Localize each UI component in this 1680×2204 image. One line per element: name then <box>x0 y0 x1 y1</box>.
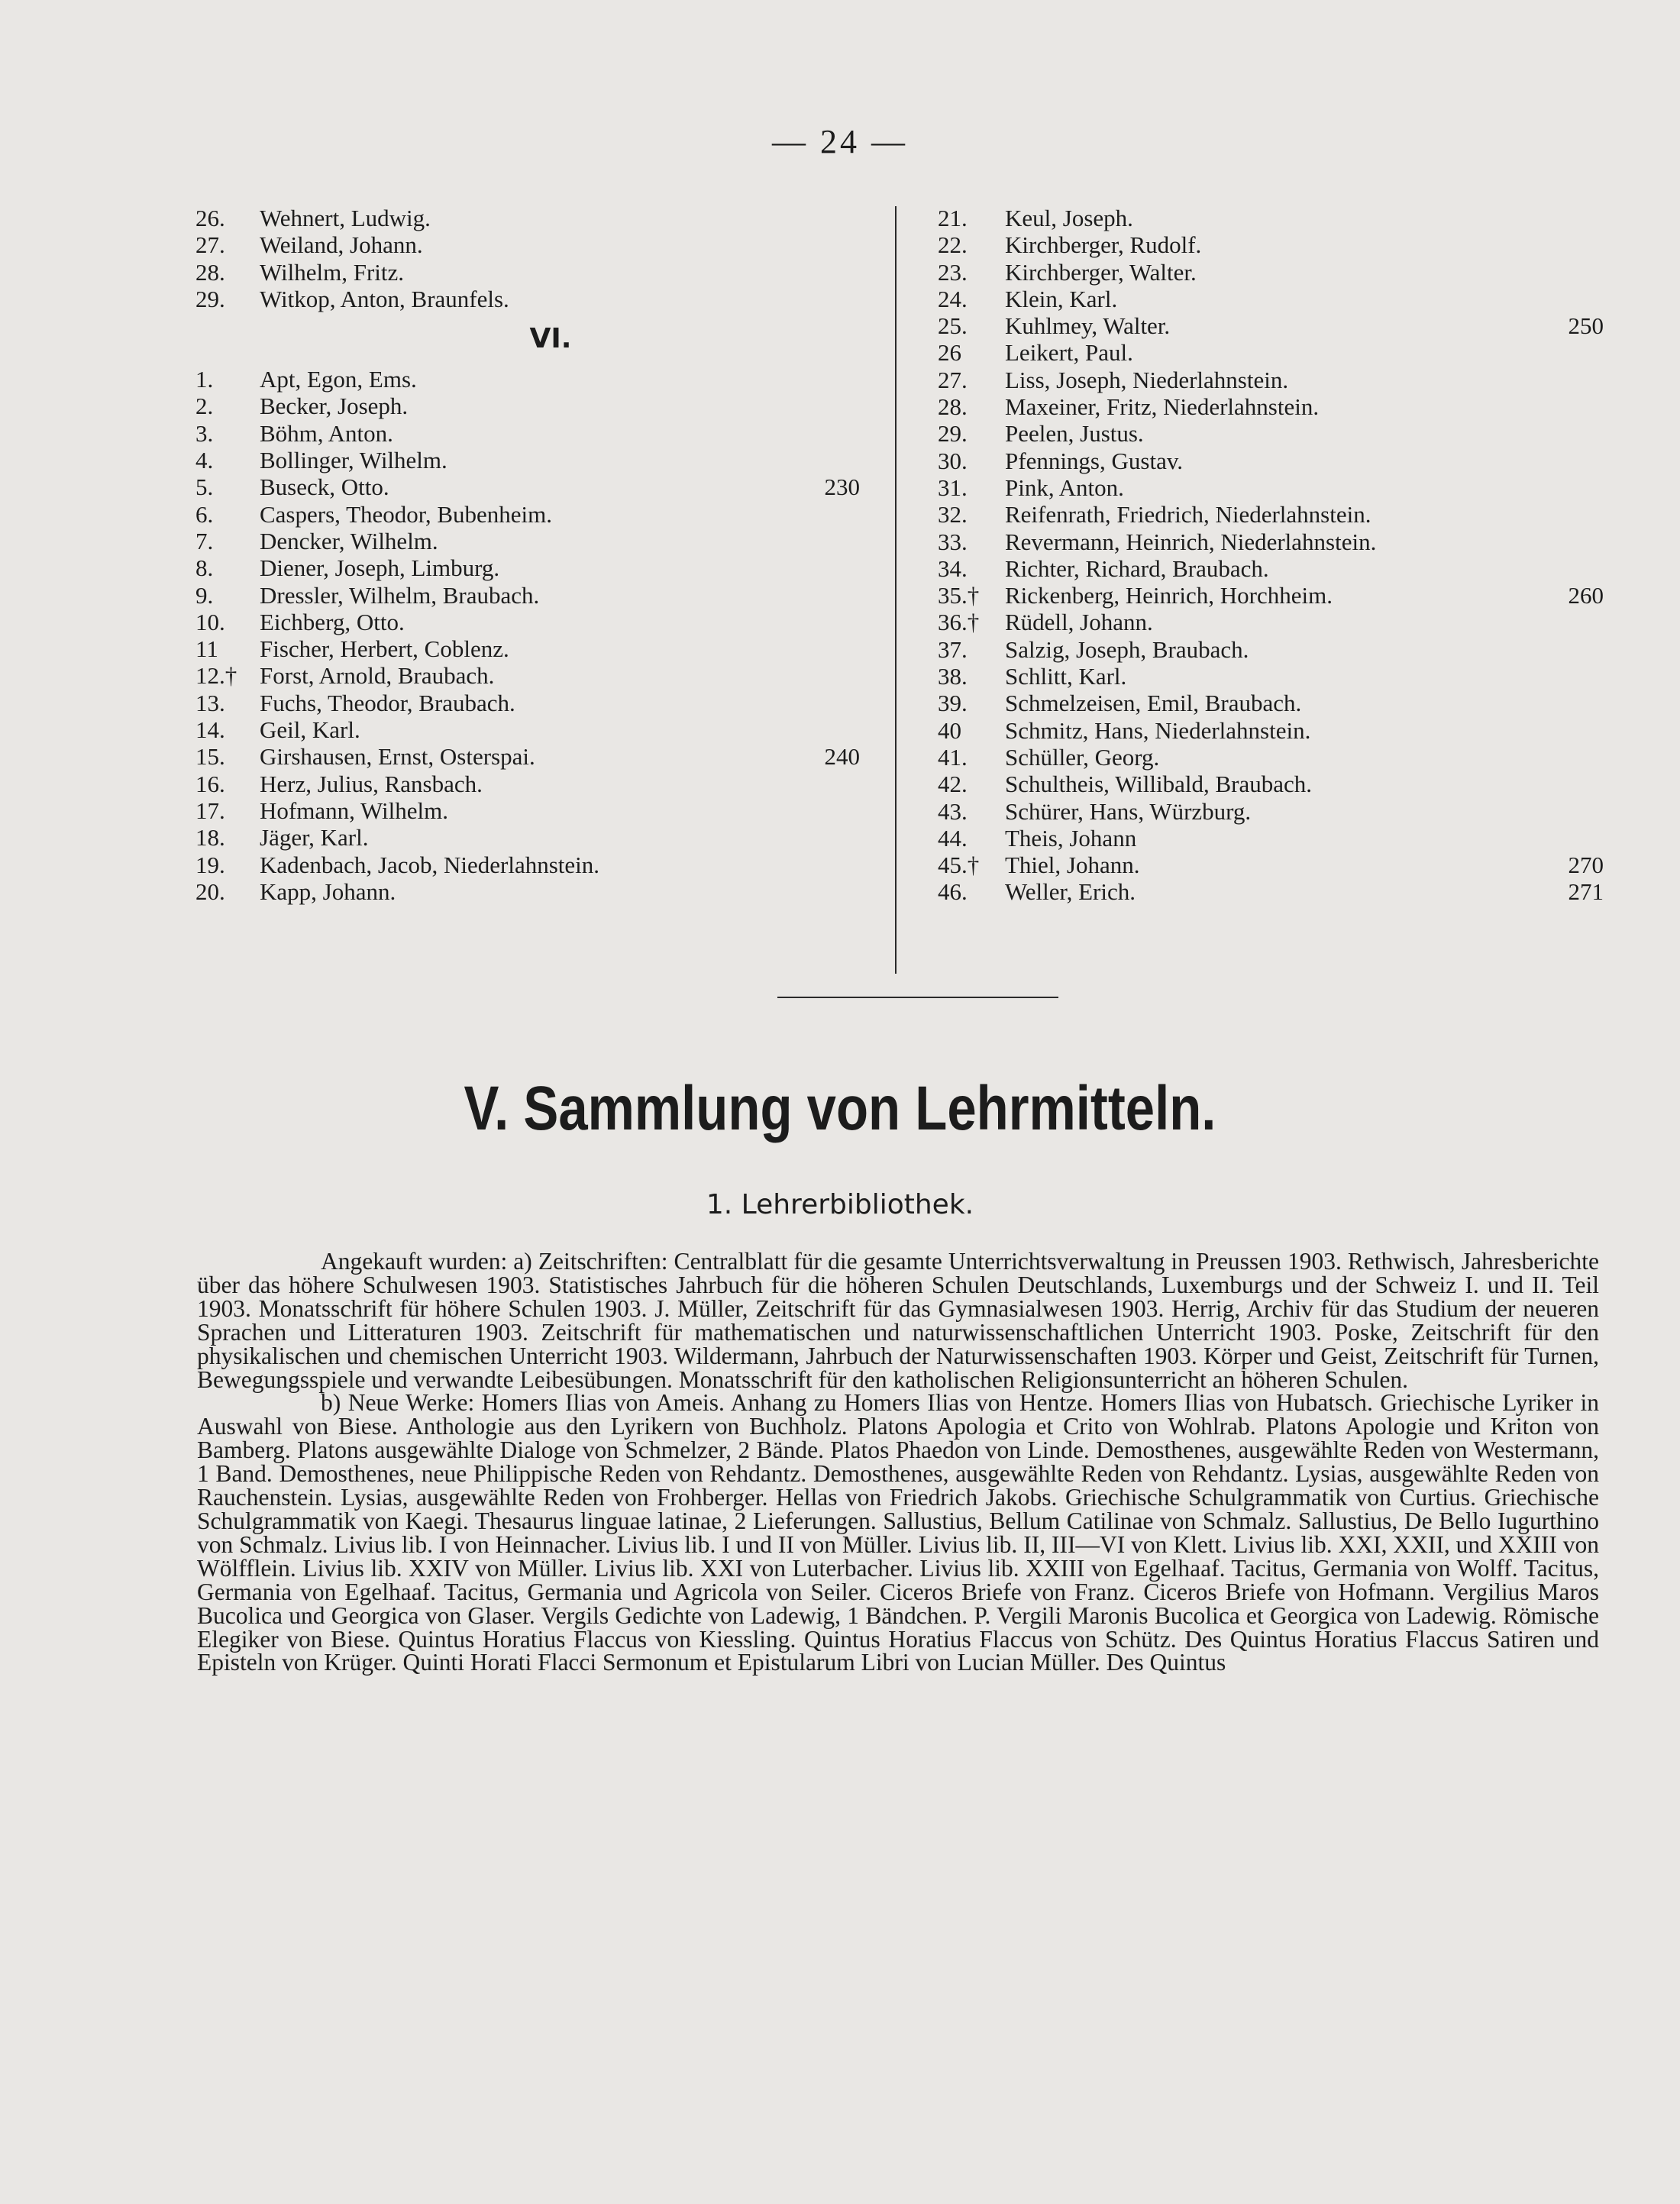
list-item <box>195 286 860 312</box>
item-number: 16. <box>195 770 225 797</box>
list-item <box>938 663 1604 690</box>
list-item <box>195 743 860 770</box>
student-name: Bollinger, Wilhelm. <box>260 447 447 474</box>
item-number: 27. <box>195 231 225 259</box>
item-number: 44. <box>938 824 968 852</box>
student-name: Dressler, Wilhelm, Braubach. <box>260 581 540 609</box>
item-number: 22. <box>938 231 968 259</box>
student-name: Richter, Richard, Braubach. <box>1005 554 1269 582</box>
running-count: 271 <box>1568 878 1604 906</box>
page-number: — 24 — <box>772 123 908 160</box>
student-name: Hofmann, Wilhelm. <box>260 797 449 824</box>
student-name: Kuhlmey, Walter. <box>1005 312 1171 340</box>
item-number: 37. <box>938 635 968 663</box>
item-number: 27. <box>938 366 968 393</box>
list-item <box>938 205 1604 231</box>
list-item <box>938 609 1604 635</box>
item-number: 33. <box>938 528 968 555</box>
student-name: Keul, Joseph. <box>1005 205 1133 231</box>
library-acquisitions-text <box>197 1250 1599 1675</box>
item-number: 12.† <box>195 662 237 690</box>
list-item <box>195 447 860 473</box>
item-number: 32. <box>938 501 968 528</box>
list-item <box>938 878 1604 905</box>
list-item <box>938 528 1604 555</box>
student-name: Wilhelm, Fritz. <box>260 258 405 286</box>
student-name: Rüdell, Johann. <box>1005 609 1153 636</box>
item-number: 17. <box>195 797 225 824</box>
right-class-list <box>938 205 1604 906</box>
student-name: Weller, Erich. <box>1005 878 1136 906</box>
list-item <box>195 771 860 797</box>
list-item <box>195 609 860 635</box>
item-number: 40 <box>938 716 961 744</box>
item-number: 34. <box>938 554 968 582</box>
student-name: Fuchs, Theodor, Braubach. <box>260 689 515 716</box>
student-name: Fischer, Herbert, Coblenz. <box>260 635 509 663</box>
list-item <box>938 420 1604 447</box>
item-number: 45.† <box>938 852 980 879</box>
item-number: 15. <box>195 743 225 771</box>
list-item <box>195 662 860 689</box>
student-name: Schürer, Hans, Würzburg. <box>1005 797 1252 825</box>
list-item <box>195 797 860 824</box>
student-name: Eichberg, Otto. <box>260 608 405 635</box>
item-number: 9. <box>195 581 214 609</box>
student-name: Kirchberger, Walter. <box>1005 258 1197 286</box>
list-item <box>938 690 1604 716</box>
list-item <box>938 367 1604 393</box>
student-name: Schlitt, Karl. <box>1005 663 1127 690</box>
student-name: Liss, Joseph, Niederlahnstein. <box>1005 366 1289 393</box>
list-item <box>195 852 860 878</box>
item-number: 19. <box>195 851 225 878</box>
student-name: Rickenberg, Heinrich, Horchheim. <box>1005 582 1333 609</box>
column-divider <box>895 206 897 974</box>
list-item <box>938 448 1604 474</box>
item-number: 36.† <box>938 609 980 636</box>
student-name: Kapp, Johann. <box>260 877 396 905</box>
list-item <box>195 393 860 419</box>
list-item <box>195 366 860 393</box>
list-item <box>195 582 860 609</box>
item-number: 28. <box>195 258 225 286</box>
list-item <box>195 473 860 500</box>
student-name: Kadenbach, Jacob, Niederlahnstein. <box>260 851 600 878</box>
item-number: 4. <box>195 447 214 474</box>
item-number: 29. <box>195 285 225 312</box>
student-name: Reifenrath, Friedrich, Niederlahnstein. <box>1005 501 1371 528</box>
left-top-list <box>195 205 860 312</box>
left-name-column <box>195 205 860 905</box>
left-class-list <box>195 366 860 905</box>
item-number: 24. <box>938 285 968 312</box>
item-number: 30. <box>938 447 968 474</box>
student-name: Diener, Joseph, Limburg. <box>260 554 500 582</box>
student-name: Schmitz, Hans, Niederlahnstein. <box>1005 716 1311 744</box>
item-number: 31. <box>938 473 968 501</box>
student-name: Becker, Joseph. <box>260 393 409 420</box>
item-number: 39. <box>938 690 968 717</box>
item-number: 43. <box>938 797 968 825</box>
list-item <box>938 474 1604 501</box>
list-item <box>938 231 1604 258</box>
student-name: Peelen, Justus. <box>1005 420 1144 448</box>
item-number: 41. <box>938 743 968 771</box>
item-number: 38. <box>938 663 968 690</box>
student-name: Apt, Egon, Ems. <box>260 366 417 393</box>
list-item <box>938 339 1604 366</box>
list-item <box>938 286 1604 312</box>
list-item <box>938 636 1604 663</box>
list-item <box>938 312 1604 339</box>
student-name: Salzig, Joseph, Braubach. <box>1005 635 1249 663</box>
item-number: 25. <box>938 312 968 340</box>
student-name: Schüller, Georg. <box>1005 743 1160 771</box>
list-item <box>938 771 1604 797</box>
student-name: Theis, Johann <box>1005 824 1137 852</box>
item-number: 26. <box>195 205 225 231</box>
paragraph-new-works: b) Neue Werke: Homers Ilias von Ameis. Anhang zu Homers Ilias von Hentze. Homers Ilias von Hubatsch. Griechische Lyriker in Auswahl von Biese. Anthologie aus den Lyrikern von Buchholz. Platons Apologia et Crito von Wohlrab. Platons Apologie und Kriton von Bamberg. Platons ausgewählte Dialoge von Schmelzer, 2 Bände. Platos Phaedon von Linde. Demosthenes, ausgewählte Reden von Westermann, 1 Band. Demosthenes, neue Philippische Reden von Rehdantz. Demosthenes, ausgewählte Reden von Rehdantz. Lysias, ausgewählte Reden von Rauchenstein. Lysias, ausgewählte Reden von Frohberger. Hellas von Friedrich Jakobs. Griechische Schulgrammatik von Curtius. Griechische Schulgrammatik von Kaegi. Thesaurus linguae latinae, 2 Lieferungen. Sallustius, Bellum Catilinae von Schmalz. Sallustius, De Bello Iugurthino von Schmalz. Livius lib. I von Heinnacher. Livius lib. I und II von Müller. Livius lib. II, III—VI von Klett. Livius lib. XXI, XXII, und XXIII von Wölfflein. Livius lib. XXIV von Müller. Livius lib. XXI von Luterbacher. Livius lib. XXIII von Egelhaaf. Tacitus, Germania von Wolff. Tacitus, Germania von Egelhaaf. Tacitus, Germania und Agricola von Seiler. Ciceros Briefe von Franz. Ciceros Briefe von Hofmann. Vergilius Maros Bucolica und Georgica von Glaser. Vergils Gedichte von Ladewig, 1 Bändchen. P. Vergili Maronis Bucolica et Georgica von Ladewig. Römische Elegiker von Biese. Quintus Horatius Flaccus von Kiessling. Quintus Horatius Flaccus von Schütz. Des Quintus Horatius Flaccus Satiren und Episteln von Krüger. Quinti Horati Flacci Sermonum et Epistularum Libri von Lucian Müller. Des Quintus <box>197 1389 1599 1676</box>
item-number: 7. <box>195 527 214 554</box>
list-item <box>195 501 860 528</box>
list-item <box>938 852 1604 878</box>
item-number: 3. <box>195 419 214 447</box>
student-name: Leikert, Paul. <box>1005 339 1133 367</box>
item-number: 5. <box>195 473 214 501</box>
student-name: Kirchberger, Rudolf. <box>1005 231 1202 259</box>
class-heading-vi: VI. <box>529 323 572 355</box>
student-name: Pink, Anton. <box>1005 473 1124 501</box>
student-name: Weiland, Johann. <box>260 231 423 259</box>
list-item <box>195 231 860 258</box>
right-name-column <box>938 205 1604 906</box>
list-item <box>195 528 860 554</box>
item-number: 1. <box>195 366 214 393</box>
running-count: 230 <box>824 473 860 501</box>
list-item <box>195 554 860 581</box>
item-number: 14. <box>195 716 225 744</box>
list-item <box>938 555 1604 582</box>
item-number: 2. <box>195 393 214 420</box>
item-number: 18. <box>195 824 225 852</box>
item-number: 20. <box>195 877 225 905</box>
student-name: Witkop, Anton, Braunfels. <box>260 285 509 312</box>
item-number: 13. <box>195 689 225 716</box>
list-item <box>195 716 860 743</box>
item-number: 42. <box>938 771 968 798</box>
item-number: 46. <box>938 878 968 906</box>
student-name: Girshausen, Ernst, Osterspai. <box>260 743 535 771</box>
list-item <box>195 824 860 851</box>
item-number: 35.† <box>938 582 980 609</box>
running-count: 250 <box>1568 312 1604 340</box>
list-item <box>938 717 1604 744</box>
section-title: V. Sammlung von Lehrmitteln. <box>464 1074 1216 1143</box>
list-item <box>938 582 1604 609</box>
item-number: 21. <box>938 205 968 231</box>
item-number: 29. <box>938 420 968 448</box>
running-count: 270 <box>1568 852 1604 879</box>
list-item <box>195 690 860 716</box>
list-item <box>195 420 860 447</box>
item-number: 8. <box>195 554 214 582</box>
item-number: 10. <box>195 608 225 635</box>
item-number: 23. <box>938 258 968 286</box>
student-name: Schultheis, Willibald, Braubach. <box>1005 771 1312 798</box>
item-number: 28. <box>938 393 968 421</box>
list-item <box>938 259 1604 286</box>
item-number: 26 <box>938 339 961 367</box>
list-item <box>938 744 1604 771</box>
paragraph-periodicals: Angekauft wurden: a) Zeitschriften: Centralblatt für die gesamte Unterrichtsverwaltung in Preussen 1903. Rethwisch, Jahresberichte über das höhere Schulwesen 1903. Statistisches Jahrbuch für die höheren Schulen Deutschlands, Luxemburgs und der Schweiz I. und II. Teil 1903. Monatsschrift für höhere Schulen 1903. J. Müller, Zeitschrift für das Gymnasialwesen 1903. Herrig, Archiv für das Studium der neueren Sprachen und Litteraturen 1903. Zeitschrift für mathematischen und naturwissenschaftlichen Unterricht 1903. Poske, Zeitschrift für den physikalischen und chemischen Unterricht 1903. Wildermann, Jahrbuch der Naturwissenschaften 1903. Körper und Geist, Zeitschrift für Turnen, Bewegungsspiele und verwandte Leibesübungen. Monatsschrift für den katholischen Religionsunterricht an höheren Schulen. <box>197 1248 1599 1393</box>
list-item <box>938 393 1604 420</box>
student-name: Geil, Karl. <box>260 716 360 744</box>
list-item <box>938 501 1604 528</box>
running-count: 240 <box>824 743 860 771</box>
list-item <box>195 205 860 231</box>
student-name: Wehnert, Ludwig. <box>260 205 431 231</box>
student-name: Maxeiner, Fritz, Niederlahnstein. <box>1005 393 1320 421</box>
student-name: Revermann, Heinrich, Niederlahnstein. <box>1005 528 1377 555</box>
student-name: Schmelzeisen, Emil, Braubach. <box>1005 690 1302 717</box>
student-name: Herz, Julius, Ransbach. <box>260 770 483 797</box>
list-item <box>195 878 860 905</box>
student-name: Böhm, Anton. <box>260 419 393 447</box>
student-name: Caspers, Theodor, Bubenheim. <box>260 500 553 528</box>
list-item <box>195 635 860 662</box>
list-item <box>938 825 1604 852</box>
student-name: Jäger, Karl. <box>260 824 369 852</box>
item-number: 6. <box>195 500 214 528</box>
student-name: Forst, Arnold, Braubach. <box>260 662 495 690</box>
student-name: Pfennings, Gustav. <box>1005 447 1184 474</box>
running-count: 260 <box>1568 582 1604 609</box>
list-item <box>195 259 860 286</box>
student-name: Klein, Karl. <box>1005 285 1118 312</box>
item-number: 11 <box>195 635 218 663</box>
subsection-title: 1. Lehrerbibliothek. <box>706 1189 974 1220</box>
section-rule <box>777 997 1058 998</box>
student-name: Dencker, Wilhelm. <box>260 527 438 554</box>
list-item <box>938 798 1604 825</box>
student-name: Buseck, Otto. <box>260 473 389 501</box>
student-name: Thiel, Johann. <box>1005 852 1140 879</box>
